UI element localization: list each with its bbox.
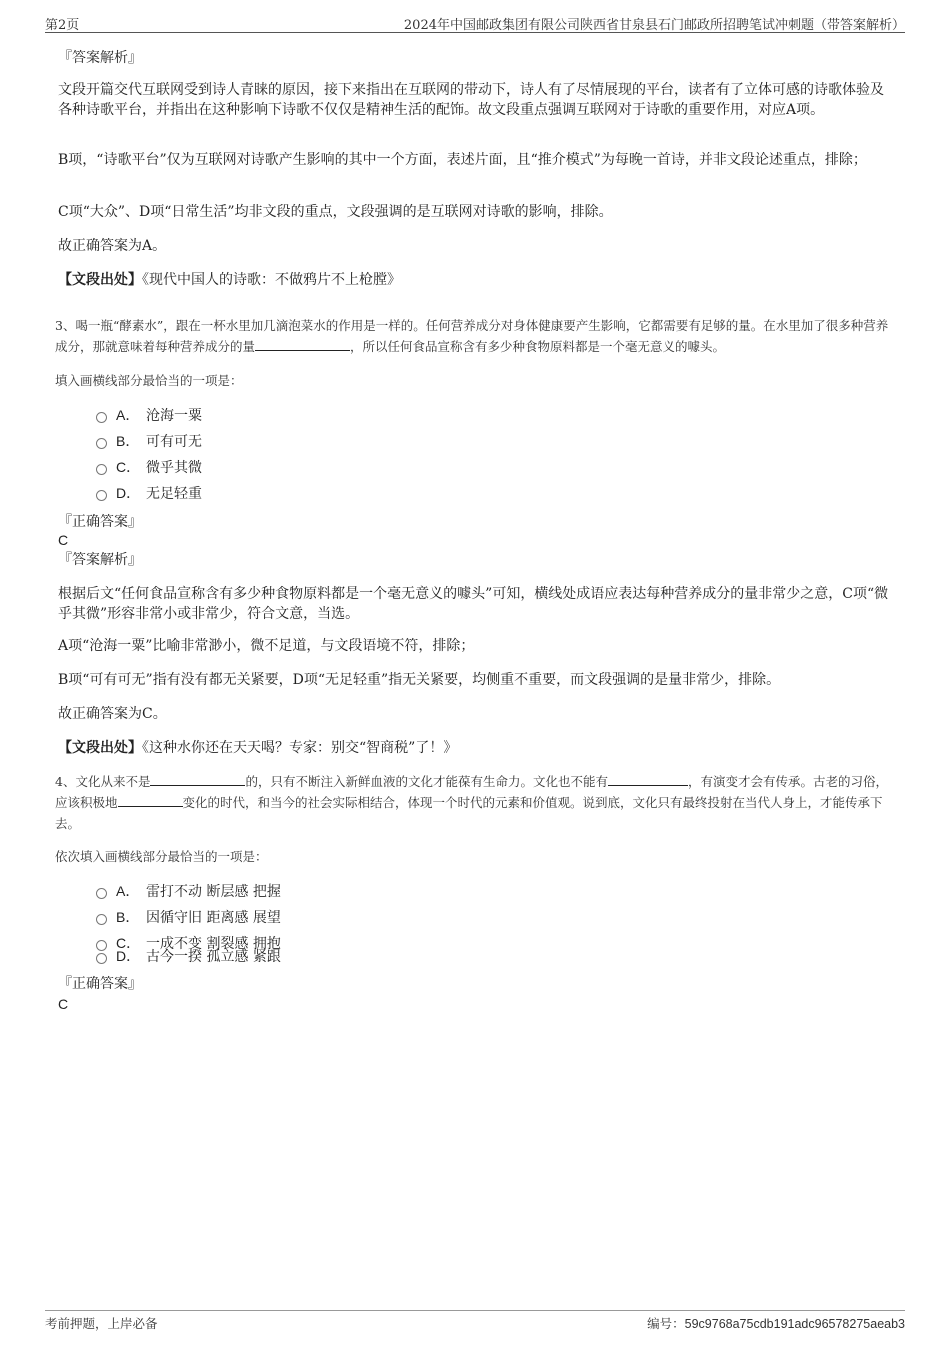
q2-analysis-tag: 『答案解析』 xyxy=(58,50,142,66)
q4-blank-3 xyxy=(118,792,183,807)
q4-correct-answer: C xyxy=(58,996,69,1012)
footer-slogan: 考前押题，上岸必备 xyxy=(45,1316,158,1331)
radio-icon[interactable] xyxy=(96,914,107,925)
q3-analysis-p2: A项“沧海一粟”比喻非常渺小，微不足道，与文段语境不符，排除； xyxy=(58,638,475,654)
q2-source-label: 【文段出处】 xyxy=(58,272,142,288)
q3-correct-answer: C xyxy=(58,532,69,548)
radio-icon[interactable] xyxy=(96,953,107,964)
q4-prompt: 依次填入画横线部分最恰当的一项是： xyxy=(55,849,268,864)
page-footer xyxy=(45,1310,905,1331)
q3-prompt: 填入画横线部分最恰当的一项是： xyxy=(55,373,243,388)
q4-correct-tag: 『正确答案』 xyxy=(58,976,142,992)
q2-analysis-p3: C项“大众”、D项“日常生活”均非文段的重点，文段强调的是互联网对诗歌的影响，排除。 xyxy=(58,204,613,220)
q3-source xyxy=(58,738,890,758)
q3-option-d[interactable]: D． 无足轻重 xyxy=(96,483,202,503)
radio-icon[interactable] xyxy=(96,438,107,449)
q3-blank xyxy=(255,336,350,351)
q3-option-a[interactable]: A． 沧海一粟 xyxy=(96,405,202,425)
q4-blank-2 xyxy=(608,771,688,786)
radio-icon[interactable] xyxy=(96,888,107,899)
q2-analysis-p1: 文段开篇交代互联网受到诗人青睐的原因，接下来指出在互联网的带动下，诗人有了尽情展现的平台，读者有了立体可感的诗歌体验及各种诗歌平台，并指出在这种影响下诗歌不仅仅是精神生活的配饰。故文段重点强调互联网对于诗歌的重要作用，对应A项。 xyxy=(58,82,884,118)
q3-correct-tag: 『正确答案』 xyxy=(58,514,142,530)
page-number: 第2页 xyxy=(45,18,80,33)
q3-analysis-tag: 『答案解析』 xyxy=(58,552,142,568)
q3-analysis-p4: 故正确答案为C。 xyxy=(58,706,167,722)
radio-icon[interactable] xyxy=(96,412,107,423)
q3-source-title: 《这种水你还在天天喝？专家：别交“智商税”了！》 xyxy=(142,740,458,756)
q2-source-title: 《现代中国人的诗歌：不做鸦片不上枪膛》 xyxy=(142,272,401,288)
q3-option-c[interactable]: C． 微乎其微 xyxy=(96,457,202,477)
page-header xyxy=(45,14,905,33)
q2-source xyxy=(58,270,890,290)
q4-blank-1 xyxy=(150,771,245,786)
q3-source-label: 【文段出处】 xyxy=(58,740,142,756)
q2-analysis-p4: 故正确答案为A。 xyxy=(58,238,167,254)
q4-stem: 4、文化从来不是 的，只有不断注入新鲜血液的文化才能葆有生命力。文化也不能有 ，有演变才会有传承。古老的习俗，应该积极地 变化的时代，和当今的社会实际相结合，体现一个时代的元素和价值观。说到底，文化只有最终投射在当代人身上，才能传承下去。 xyxy=(55,771,895,834)
q4-option-b[interactable]: B． 因循守旧 距离感 展望 xyxy=(96,907,281,927)
document-title: 2024年中国邮政集团有限公司陕西省甘泉县石门邮政所招聘笔试冲刺题（带答案解析） xyxy=(403,18,905,33)
q2-analysis-p2: B项，“诗歌平台”仅为互联网对诗歌产生影响的其中一个方面，表述片面，且“推介模式”为每晚一首诗，并非文段论述重点，排除； xyxy=(58,152,867,168)
q4-option-c[interactable]: C． 一成不变 割裂感 拥抱 xyxy=(96,933,281,953)
q3-analysis-p1: 根据后文“任何食品宣称含有多少种食物原料都是一个毫无意义的噱头”可知，横线处成语应表达每种营养成分的量非常少之意，C项“微乎其微”形容非常小或非常少，符合文意，当选。 xyxy=(58,586,889,622)
q4-option-d[interactable]: D． 古今一揆 孤立感 紧跟 xyxy=(96,946,281,966)
footer-code: 编号：59c9768a75cdb191adc96578275aeab3 xyxy=(647,1316,905,1331)
radio-icon[interactable] xyxy=(96,464,107,475)
q3-stem: 3、喝一瓶“酵素水”，跟在一杯水里加几滴泡菜水的作用是一样的。任何营养成分对身体健康要产生影响，它都需要有足够的量。在水里加了很多种营养成分，那就意味着每种营养成分的量 ，所以任何食品宣称含有多少种食物原料都是一个毫无意义的噱头。 xyxy=(55,318,889,354)
q3-option-b[interactable]: B． 可有可无 xyxy=(96,431,202,451)
q4-option-a[interactable]: A． 雷打不动 断层感 把握 xyxy=(96,881,281,901)
radio-icon[interactable] xyxy=(96,490,107,501)
q3-analysis-p3: B项“可有可无”指有没有都无关紧要，D项“无足轻重”指无关紧要，均侧重不重要，而文段强调的是量非常少，排除。 xyxy=(58,672,781,688)
